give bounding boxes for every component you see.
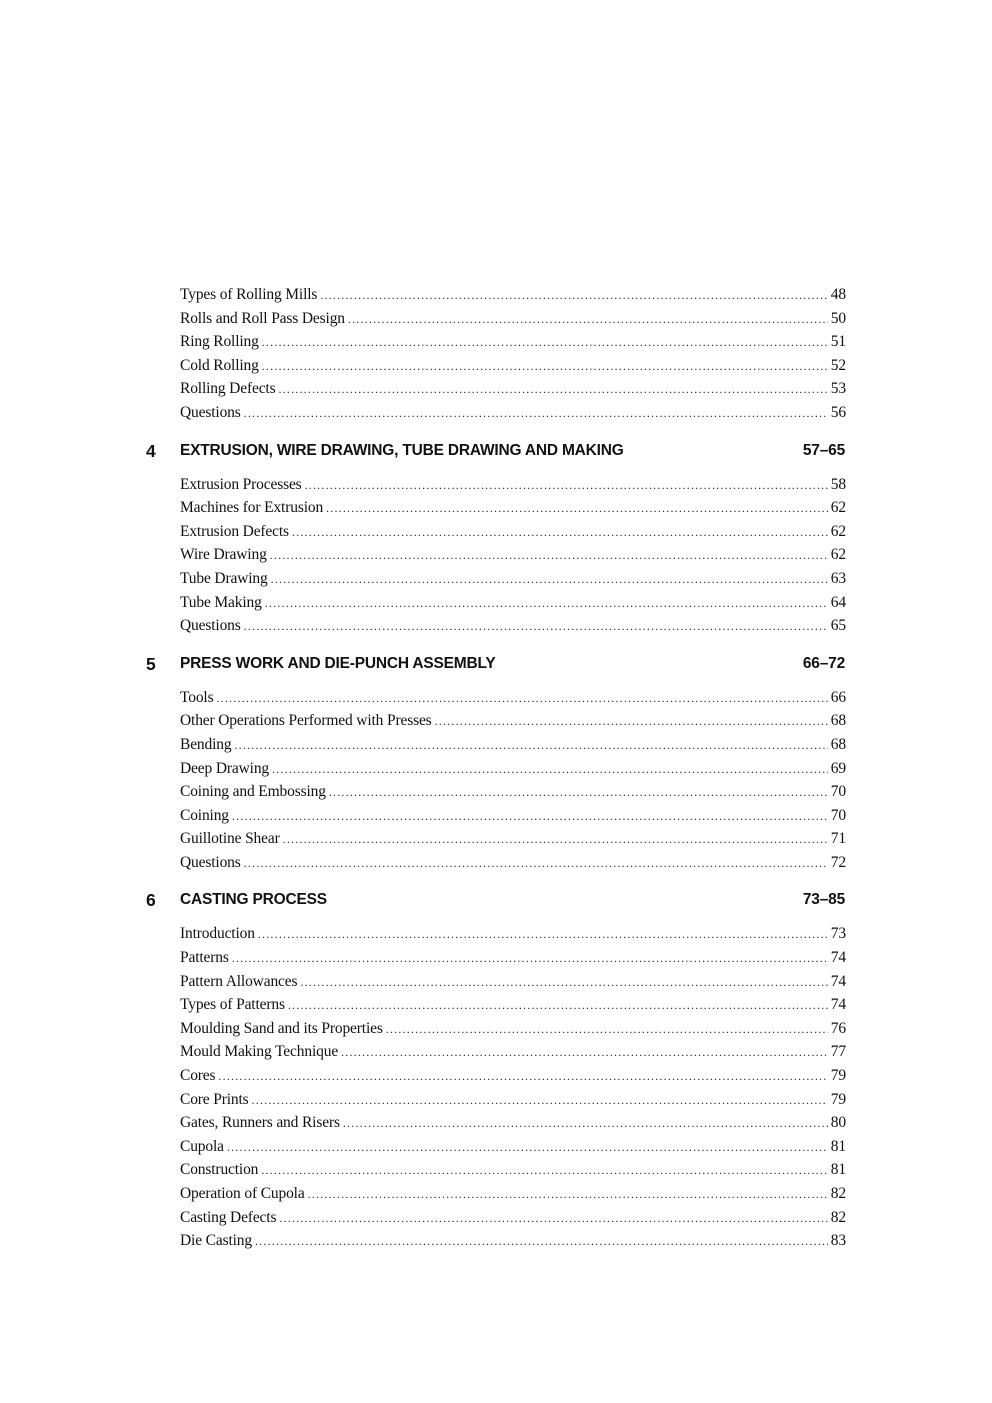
table-of-contents — [0, 283, 992, 1253]
toc-entry-title: Pattern Allowances — [180, 972, 298, 990]
toc-entry-page: 64 — [830, 593, 846, 611]
toc-entry-title: Construction — [180, 1161, 259, 1179]
toc-entry-page: 48 — [830, 286, 846, 303]
toc-entry-title: Coining and Embossing — [180, 783, 326, 801]
toc-entry — [180, 851, 846, 875]
toc-entry-page: 63 — [830, 569, 846, 587]
dot-leader — [300, 971, 827, 995]
chapter-heading — [0, 889, 992, 918]
toc-entry-page: 68 — [830, 712, 846, 730]
toc-entry-title: Tube Making — [180, 593, 262, 611]
dot-leader — [234, 734, 827, 758]
toc-entry-title: Gates, Runners and Risers — [180, 1114, 340, 1132]
toc-entry — [180, 709, 846, 733]
toc-entry-page: 79 — [830, 1067, 846, 1085]
toc-entry — [180, 1182, 846, 1206]
toc-entry-page: 50 — [830, 309, 846, 327]
dot-leader — [343, 1112, 828, 1136]
chapter-number: 6 — [146, 890, 156, 911]
dot-leader — [232, 805, 828, 829]
toc-entry-title: Wire Drawing — [180, 546, 267, 564]
toc-entry-page: 62 — [830, 522, 846, 540]
toc-entry — [180, 1111, 846, 1135]
dot-leader — [270, 544, 828, 568]
toc-entry-page: 82 — [830, 1208, 846, 1226]
toc-entry-page: 69 — [830, 759, 846, 777]
toc-entry-title: Questions — [180, 853, 241, 871]
toc-entry-title: Patterns — [180, 949, 229, 967]
dot-leader — [261, 1159, 828, 1183]
dot-leader — [244, 852, 828, 876]
toc-entry — [180, 330, 846, 354]
toc-entry-page: 65 — [830, 617, 846, 635]
toc-entry — [180, 1206, 846, 1230]
toc-entry-page: 79 — [830, 1090, 846, 1108]
toc-entry — [180, 473, 846, 497]
toc-entry — [180, 993, 846, 1017]
toc-entry — [180, 567, 846, 591]
toc-entry-title: Extrusion Processes — [180, 475, 302, 493]
dot-leader — [265, 592, 828, 616]
toc-entry-page: 68 — [830, 735, 846, 753]
toc-entry-title: Coining — [180, 806, 229, 824]
toc-entry-page: 70 — [830, 806, 846, 824]
toc-entry — [180, 1158, 846, 1182]
dot-leader — [386, 1018, 828, 1042]
toc-entry — [180, 614, 846, 638]
toc-entry-title: Cores — [180, 1067, 216, 1085]
toc-entry — [180, 733, 846, 757]
toc-entry — [180, 1040, 846, 1064]
toc-entry-page: 74 — [830, 996, 846, 1014]
dot-leader — [326, 497, 828, 521]
toc-entry-title: Types of Patterns — [180, 996, 285, 1014]
toc-entry — [180, 520, 846, 544]
dot-leader — [255, 1230, 828, 1254]
toc-entry — [180, 780, 846, 804]
toc-entry-title: Operation of Cupola — [180, 1185, 305, 1202]
toc-entry — [180, 543, 846, 567]
dot-leader — [320, 284, 828, 308]
toc-entry-title: Introduction — [180, 925, 255, 943]
dot-leader — [288, 994, 828, 1018]
toc-entry — [180, 401, 846, 425]
toc-entry — [180, 1229, 846, 1253]
toc-entry-title: Questions — [180, 403, 241, 421]
dot-leader — [283, 828, 828, 852]
chapter-heading — [0, 653, 992, 682]
toc-entry-title: Machines for Extrusion — [180, 499, 324, 517]
toc-entry-title: Types of Rolling Mills — [180, 286, 318, 303]
toc-entry-title: Questions — [180, 617, 241, 635]
dot-leader — [252, 1089, 828, 1113]
dot-leader — [292, 521, 828, 545]
toc-entry-title: Other Operations Performed with Presses — [180, 712, 432, 730]
toc-entry — [180, 970, 846, 994]
toc-entry-title: Cold Rolling — [180, 356, 259, 374]
toc-entry — [180, 946, 846, 970]
toc-entry — [180, 1088, 846, 1112]
toc-entry — [180, 757, 846, 781]
chapter-page-range: 66–72 — [802, 654, 845, 672]
toc-entry — [180, 686, 846, 710]
toc-entry-title: Ring Rolling — [180, 333, 259, 351]
dot-leader — [262, 331, 828, 355]
chapter-title: EXTRUSION, WIRE DRAWING, TUBE DRAWING AND MAKING — [180, 441, 624, 459]
toc-entry-page: 56 — [830, 403, 846, 421]
dot-leader — [341, 1041, 828, 1065]
dot-leader — [218, 1065, 827, 1089]
dot-leader — [271, 568, 828, 592]
toc-entry-page: 62 — [830, 499, 846, 517]
dot-leader — [227, 1136, 828, 1160]
toc-entry-title: Extrusion Defects — [180, 522, 289, 540]
toc-entry-page: 70 — [830, 783, 846, 801]
toc-entry-title: Bending — [180, 735, 232, 753]
toc-entry-page: 73 — [830, 925, 846, 943]
chapter-heading — [0, 440, 992, 469]
toc-entry-page: 80 — [830, 1114, 846, 1132]
toc-entry-page: 66 — [830, 688, 846, 706]
toc-entry-page: 52 — [830, 356, 846, 374]
dot-leader — [435, 710, 828, 734]
toc-entry-title: Core Prints — [180, 1090, 249, 1108]
dot-leader — [232, 947, 828, 971]
toc-entry — [180, 496, 846, 520]
dot-leader — [262, 355, 828, 379]
dot-leader — [278, 378, 827, 402]
toc-entry-page: 81 — [830, 1137, 846, 1155]
dot-leader — [348, 308, 828, 332]
toc-entry — [180, 591, 846, 615]
toc-entry-page: 62 — [830, 546, 846, 564]
toc-entry — [180, 377, 846, 401]
dot-leader — [279, 1207, 827, 1231]
toc-entry-page: 82 — [830, 1185, 846, 1202]
dot-leader — [272, 758, 828, 782]
dot-leader — [216, 687, 827, 711]
dot-leader — [329, 781, 828, 805]
dot-leader — [244, 402, 828, 426]
toc-entry — [180, 922, 846, 946]
toc-entry — [180, 1017, 846, 1041]
chapter-title: CASTING PROCESS — [180, 891, 327, 909]
dot-leader — [308, 1183, 828, 1207]
chapter-number: 4 — [146, 440, 156, 461]
toc-entry-page: 74 — [830, 949, 846, 967]
toc-entry-title: Tube Drawing — [180, 569, 268, 587]
toc-entry-title: Rolling Defects — [180, 380, 276, 398]
toc-entry-page: 81 — [830, 1161, 846, 1179]
toc-entry-title: Die Casting — [180, 1232, 252, 1250]
toc-entry — [180, 804, 846, 828]
toc-entry — [180, 283, 846, 307]
dot-leader — [258, 923, 828, 947]
toc-entry-page: 83 — [830, 1232, 846, 1250]
toc-entry-title: Deep Drawing — [180, 759, 270, 777]
toc-entry — [180, 1135, 846, 1159]
toc-entry-page: 72 — [830, 853, 846, 871]
toc-entry-page: 53 — [830, 380, 846, 398]
toc-entry — [180, 354, 846, 378]
toc-entry-title: Rolls and Roll Pass Design — [180, 309, 345, 327]
toc-entry-title: Casting Defects — [180, 1208, 277, 1226]
toc-entry-page: 74 — [830, 972, 846, 990]
chapter-page-range: 73–85 — [802, 891, 845, 909]
toc-entry-title: Tools — [180, 688, 214, 706]
toc-entry — [180, 827, 846, 851]
chapter-title: PRESS WORK AND DIE-PUNCH ASSEMBLY — [180, 654, 496, 672]
toc-entry — [180, 307, 846, 331]
dot-leader — [244, 615, 828, 639]
toc-entry-page: 71 — [830, 830, 846, 848]
dot-leader — [305, 474, 828, 498]
chapter-number: 5 — [146, 653, 156, 674]
toc-entry-page: 76 — [830, 1019, 846, 1037]
toc-entry — [180, 1064, 846, 1088]
toc-entry-title: Guillotine Shear — [180, 830, 280, 848]
chapter-page-range: 57–65 — [802, 441, 845, 459]
toc-entry-title: Cupola — [180, 1137, 224, 1155]
toc-entry-page: 58 — [830, 475, 846, 493]
toc-entry-page: 77 — [830, 1043, 846, 1061]
toc-entry-title: Mould Making Technique — [180, 1043, 339, 1061]
toc-entry-title: Moulding Sand and its Properties — [180, 1019, 383, 1037]
toc-entry-page: 51 — [830, 333, 846, 351]
